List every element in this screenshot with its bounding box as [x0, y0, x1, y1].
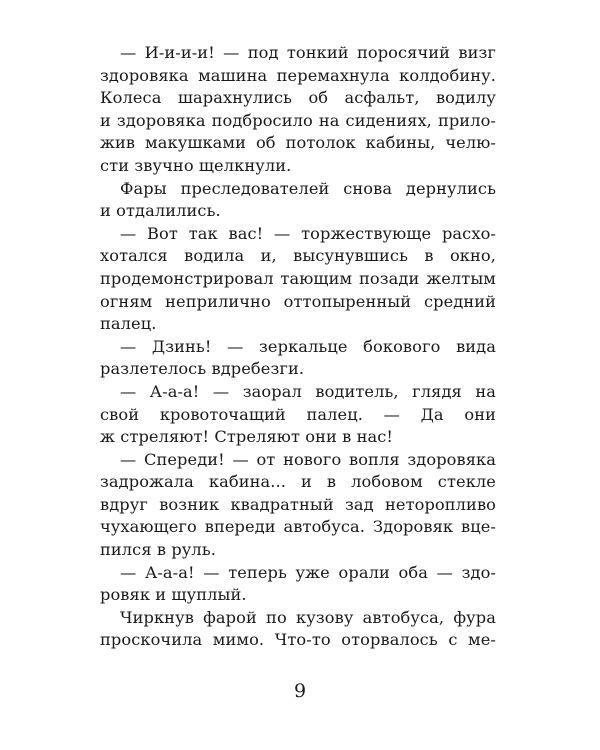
text-line: и здоровяка подбросило на сидениях, прило-: [100, 110, 496, 130]
text-line: здоровяка машина перемахнула колдобину.: [100, 65, 496, 85]
text-line: чухающего впереди автобуса. Здоровяк вце-: [100, 517, 496, 537]
text-line: Чиркнув фарой по кузову автобуса, фура: [120, 607, 496, 627]
text-line: хотался водила и, высунувшись в окно,: [100, 246, 496, 266]
text-line: огням неприлично оттопыренный средний: [100, 291, 496, 311]
paragraph: [100, 607, 496, 652]
paragraph: [100, 42, 496, 178]
text-line: — Спереди! — от нового вопля здоровяка: [120, 449, 496, 469]
text-line: ж стреляют! Стреляют они в нас!: [100, 427, 394, 447]
text-line: ровяк и щуплый.: [100, 585, 247, 605]
text-line: проскочила мимо. Что-то оторвалось с ме-: [100, 630, 496, 650]
text-line: — Дзинь! — зеркальце бокового вида: [120, 336, 496, 356]
text-line: вдруг возник квадратный зад неторопливо: [100, 494, 496, 514]
text-line: — А-а-а! — теперь уже орали оба — здо-: [120, 562, 496, 582]
paragraph: [100, 336, 496, 381]
text-line: — И-и-и-и! — под тонкий поросячий визг: [120, 43, 496, 62]
text-line: продемонстрировал тающим позади желтым: [100, 268, 496, 288]
text-line: задрожала кабина... и в лобовом стекле: [100, 472, 496, 492]
text-line: — Вот так вас! — торжествующе расхо-: [120, 223, 496, 243]
page-number: 9: [293, 680, 307, 702]
paragraph: [100, 223, 496, 336]
paragraph: [100, 178, 496, 223]
text-line: свой кровоточащий палец. — Да они: [100, 404, 496, 424]
text-line: сти звучно щелкнули.: [100, 155, 292, 175]
text-line: пился в руль.: [100, 540, 216, 560]
text-line: Колеса шарахнулись об асфальт, водилу: [100, 88, 496, 108]
paragraph: [100, 562, 496, 607]
paragraph: [100, 381, 496, 449]
text-line: разлетелось вдребезги.: [100, 359, 305, 379]
text-line: палец.: [100, 314, 157, 334]
page-text-block: [100, 42, 496, 652]
text-line: Фары преследователей снова дернулись: [120, 178, 496, 198]
text-line: — А-а-а! — заорал водитель, глядя на: [120, 381, 496, 401]
text-line: жив макушками об потолок кабины, челю-: [100, 133, 496, 153]
paragraph: [100, 449, 496, 562]
text-line: и отдалились.: [100, 201, 221, 221]
